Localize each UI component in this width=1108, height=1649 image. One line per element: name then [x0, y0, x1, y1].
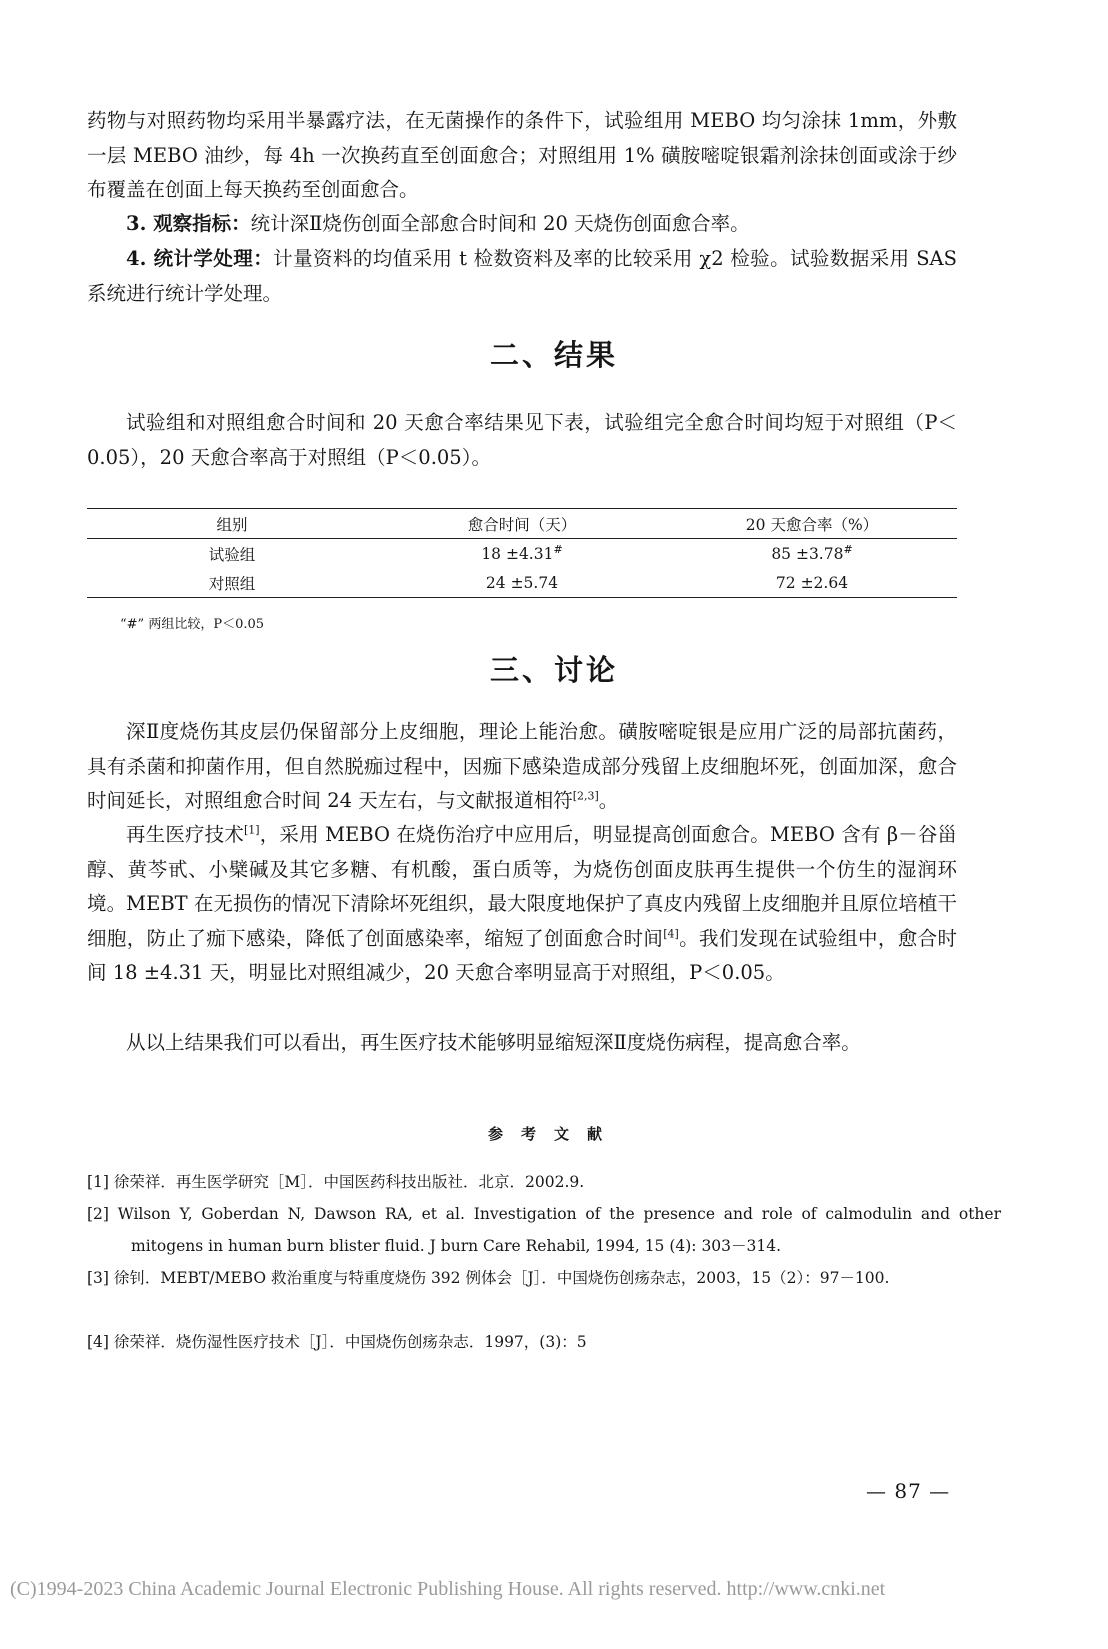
reference-item: [4] 徐荣祥．烧伤湿性医疗技术［J］．中国烧伤创疡杂志．1997，(3)：5: [87, 1333, 587, 1351]
table-cell-group: 对照组: [87, 568, 377, 598]
statistics-item: [87, 242, 957, 311]
results-heading: 二、结果: [489, 338, 618, 372]
table-header-healing-time: 愈合时间（天）: [377, 509, 667, 539]
discussion-paragraph-1: 深Ⅱ度烧伤其皮层仍保留部分上皮细胞，理论上能治愈。磺胺嘧啶银是应用广泛的局部抗菌药，具有杀菌和抑菌作用，但自然脱痂过程中，因痂下感染造成部分残留上皮细胞坏死，创面加深，愈合时间延长，对照组愈合时间 24 天左右，与文献报道相符[2,3]。: [87, 720, 957, 812]
table-cell-group: 试验组: [208, 545, 256, 564]
statistics-text: 计量资料的均值采用 t 检数资料及率的比较采用 χ2 检验。试验数据采用 SAS 系统进行统计学处理。: [87, 247, 957, 305]
references-heading: 参考文献: [487, 1125, 620, 1143]
discussion-heading: 三、讨论: [489, 653, 618, 687]
discussion-paragraph-3: 从以上结果我们可以看出，再生医疗技术能够明显缩短深Ⅱ度烧伤病程，提高愈合率。: [126, 1031, 861, 1054]
table-cell-rate: 85 ±3.78#: [771, 542, 853, 563]
reference-item: [1] 徐荣祥．再生医学研究［M］．中国医药科技出版社．北京．2002.9.: [87, 1173, 585, 1191]
citation: [2,3]: [572, 789, 599, 803]
table-header-row: [87, 509, 957, 539]
citation: [4]: [663, 927, 679, 940]
table-cell-time: 18 ±4.31#: [481, 542, 563, 563]
table-row: [87, 568, 957, 598]
page-number: — 87 —: [866, 1479, 951, 1503]
table-header-group: 组别: [87, 509, 377, 539]
reference-item: [2] Wilson Y, Goberdan N, Dawson RA, et al. Investigation of the presence and role of calmodulin and other mitogens in human burn blister fluid. J burn Care Rehabil, 1994, 15 (4): 303－314.: [87, 1205, 1001, 1255]
table-cell-rate: 72 ±2.64: [667, 568, 957, 598]
citation: [1]: [243, 823, 260, 837]
table-note: “#” 两组比较，P＜0.05: [120, 617, 265, 632]
observation-item: [87, 207, 957, 242]
results-table: [87, 508, 957, 598]
table-cell-time: 24 ±5.74: [377, 568, 667, 598]
significance-mark: #: [843, 542, 853, 556]
observation-label: 3. 观察指标：: [126, 212, 251, 235]
reference-item: [3] 徐钊．MEBT/MEBO 救治重度与特重度烧伤 392 例体会［J］．中国烧伤创疡杂志，2003，15（2）：97－100.: [87, 1269, 890, 1287]
discussion-paragraph-2: 再生医疗技术[1]，采用 MEBO 在烧伤治疗中应用后，明显提高创面愈合。MEBO 含有 β－谷甾醇、黄芩甙、小檗碱及其它多糖、有机酸，蛋白质等，为烧伤创面皮肤再生提供一个仿生的湿润环境。MEBT 在无损伤的情况下清除坏死组织，最大限度地保护了真皮内残留上皮细胞并且原位培植干细胞，防止了痂下感染，降低了创面感染率，缩短了创面愈合时间[4]。我们发现在试验组中，愈合时间 18 ±4.31 天，明显比对照组减少，20 天愈合率明显高于对照组，P＜0.05。: [87, 823, 957, 984]
statistics-label: 4. 统计学处理：: [126, 247, 274, 270]
results-paragraph: 试验组和对照组愈合时间和 20 天愈合率结果见下表，试验组完全愈合时间均短于对照组（P＜0.05），20 天愈合率高于对照组（P＜0.05）。: [87, 411, 957, 469]
copyright-footer: (C)1994-2023 China Academic Journal Electronic Publishing House. All rights reserved. http://www.cnki.net: [10, 1578, 886, 1600]
significance-mark: #: [553, 542, 563, 556]
methods-paragraph: 药物与对照药物均采用半暴露疗法，在无菌操作的条件下，试验组用 MEBO 均匀涂抹 1mm，外敷一层 MEBO 油纱，每 4h 一次换药直至创面愈合；对照组用 1% 磺胺嘧啶银霜剂涂抹创面或涂于纱布覆盖在创面上每天换药至创面愈合。: [87, 109, 957, 201]
table-row: [87, 539, 957, 569]
table-header-healing-rate: 20 天愈合率（%）: [667, 509, 957, 539]
observation-text: 统计深Ⅱ烧伤创面全部愈合时间和 20 天烧伤创面愈合率。: [250, 212, 750, 235]
